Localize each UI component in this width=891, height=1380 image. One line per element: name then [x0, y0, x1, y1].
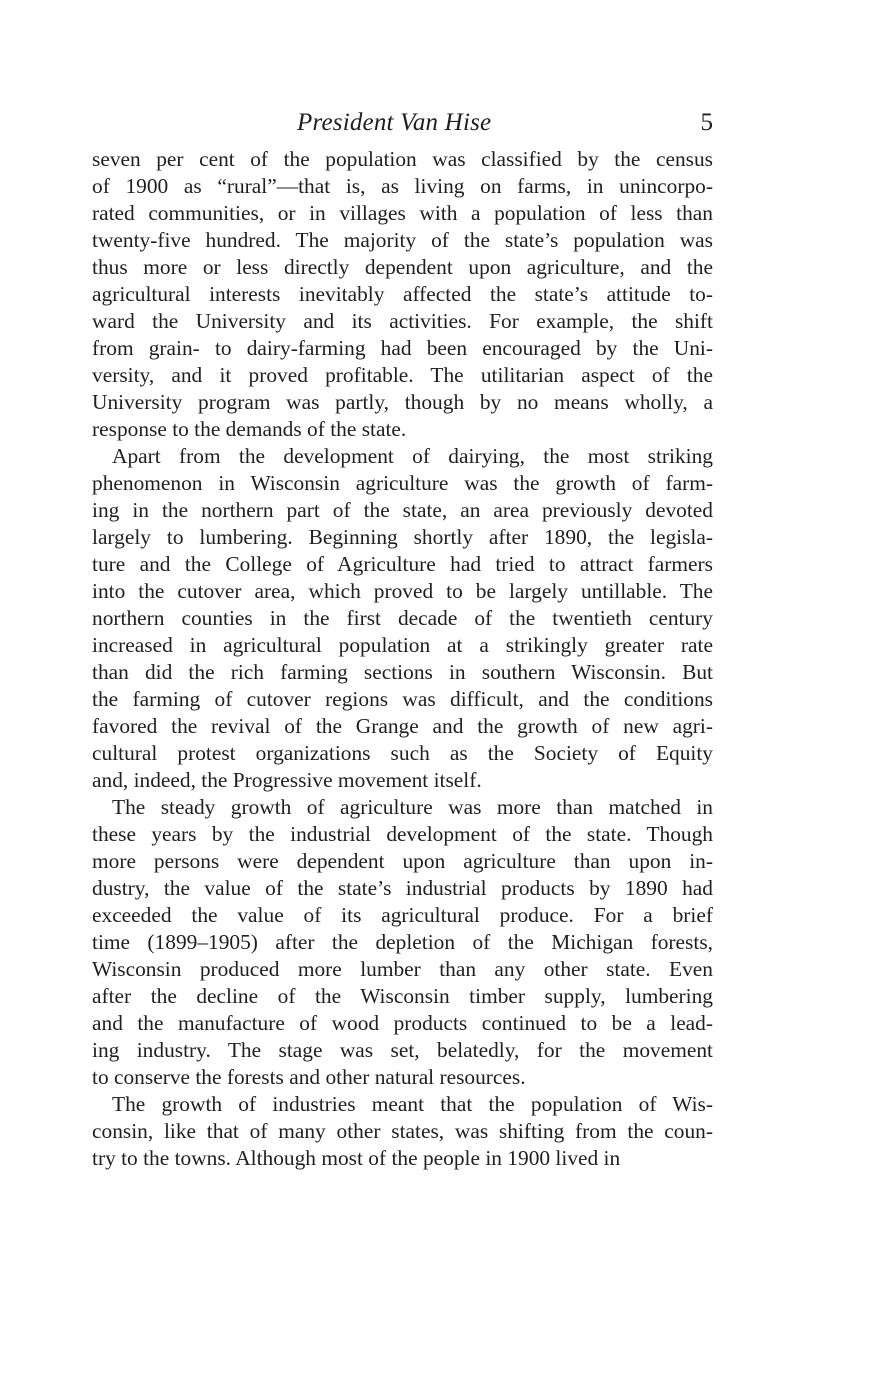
text-line: northern counties in the first decade of the twentieth century [92, 606, 713, 630]
text-line: favored the revival of the Grange and the growth of new agri- [92, 714, 713, 738]
text-line: versity, and it proved profitable. The utilitarian aspect of the [92, 363, 713, 387]
text-line: twenty-five hundred. The majority of the state’s population was [92, 228, 713, 252]
text-line: University program was partly, though by no means wholly, a [92, 390, 713, 414]
text-line: to conserve the forests and other natural resources. [92, 1065, 526, 1089]
text-line: increased in agricultural population at a strikingly greater rate [92, 633, 713, 657]
text-line: exceeded the value of its agricultural produce. For a brief [92, 903, 713, 927]
text-line: time (1899–1905) after the depletion of the Michigan forests, [92, 930, 713, 954]
text-line: rated communities, or in villages with a population of less than [92, 201, 713, 225]
running-title: President Van Hise [297, 109, 492, 136]
text-line: response to the demands of the state. [92, 417, 407, 441]
text-line: into the cutover area, which proved to be largely untillable. The [92, 579, 713, 603]
text-line: try to the towns. Although most of the people in 1900 lived in [92, 1146, 621, 1170]
page-number: 5 [700, 109, 713, 136]
text-line: dustry, the value of the state’s industrial products by 1890 had [92, 876, 713, 900]
text-line: The steady growth of agriculture was more than matched in [112, 795, 713, 819]
text-line: ing industry. The stage was set, belatedly, for the movement [92, 1038, 713, 1062]
text-line: after the decline of the Wisconsin timber supply, lumbering [92, 984, 713, 1008]
text-line: The growth of industries meant that the population of Wis- [112, 1092, 713, 1116]
text-line: Apart from the development of dairying, the most striking [112, 444, 713, 468]
text-line: these years by the industrial development of the state. Though [92, 822, 713, 846]
paragraph [92, 1091, 713, 1172]
text-line: and, indeed, the Progressive movement itself. [92, 768, 482, 792]
text-line: agricultural interests inevitably affected the state’s attitude to- [92, 282, 713, 306]
text-line: from grain- to dairy-farming had been encouraged by the Uni- [92, 336, 713, 360]
text-line: of 1900 as “rural”—that is, as living on farms, in unincorpo- [92, 174, 713, 198]
text-line: thus more or less directly dependent upon agriculture, and the [92, 255, 713, 279]
paragraph [92, 146, 713, 443]
text-line: consin, like that of many other states, was shifting from the coun- [92, 1119, 713, 1143]
text-line: largely to lumbering. Beginning shortly after 1890, the legisla- [92, 525, 713, 549]
text-line: Wisconsin produced more lumber than any other state. Even [92, 957, 713, 981]
text-line: cultural protest organizations such as the Society of Equity [92, 741, 713, 765]
text-line: than did the rich farming sections in southern Wisconsin. But [92, 660, 713, 684]
text-line: seven per cent of the population was classified by the census [92, 147, 713, 171]
text-line: ing in the northern part of the state, an area previously devoted [92, 498, 713, 522]
text-line: and the manufacture of wood products continued to be a lead- [92, 1011, 713, 1035]
text-line: ture and the College of Agriculture had tried to attract farmers [92, 552, 713, 576]
text-line: more persons were dependent upon agriculture than upon in- [92, 849, 713, 873]
text-line: ward the University and its activities. For example, the shift [92, 309, 713, 333]
text-line: phenomenon in Wisconsin agriculture was the growth of farm- [92, 471, 713, 495]
body-text [92, 146, 713, 1172]
running-head [92, 108, 713, 146]
book-page [92, 108, 713, 1172]
paragraph [92, 794, 713, 1091]
text-line: the farming of cutover regions was difficult, and the conditions [92, 687, 713, 711]
paragraph [92, 443, 713, 794]
